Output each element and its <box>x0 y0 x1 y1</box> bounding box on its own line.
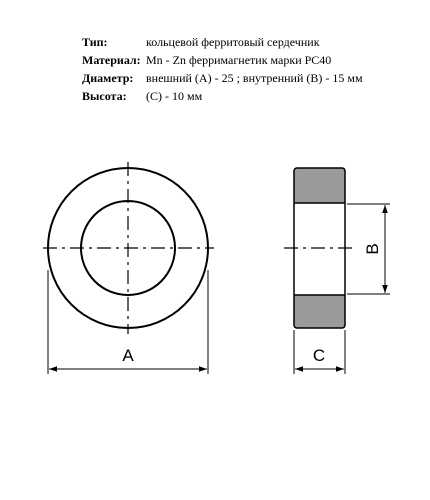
spec-value-diameter: внешний (A) - 25 ; внутренний (B) - 15 мм <box>146 71 363 85</box>
spec-label-material: Материал: <box>82 53 141 67</box>
spec-value-height: (C) - 10 мм <box>146 89 203 103</box>
spec-label-type: Тип: <box>82 35 108 49</box>
side-view <box>284 168 390 374</box>
spec-value-material: Mn - Zn ферримагнетик марки PC40 <box>146 53 332 67</box>
dimension-label-b: B <box>363 243 382 255</box>
top-section-fill <box>294 168 345 203</box>
spec-value-type: кольцевой ферритовый сердечник <box>146 35 320 49</box>
spec-label-height: Высота: <box>82 89 127 103</box>
bottom-section-fill <box>294 295 345 328</box>
dimension-label-c: C <box>312 346 326 365</box>
front-view <box>43 162 214 374</box>
spec-label-diameter: Диаметр: <box>82 71 134 85</box>
dimension-label-a: A <box>122 346 134 365</box>
